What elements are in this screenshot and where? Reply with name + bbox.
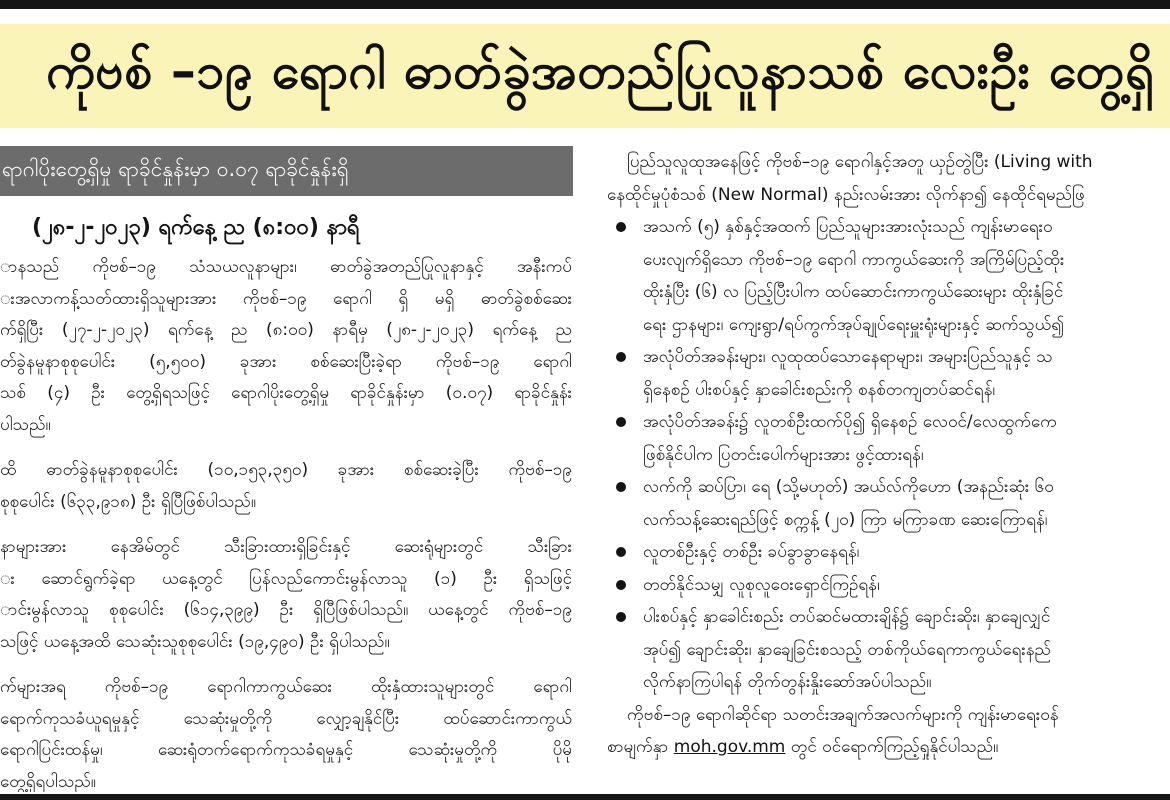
body-line-with-link [607, 731, 1170, 764]
body-line: ရေး ဌာနများ၊ ကျေးရွာ/ရပ်ကွက်အုပ်ချုပ်ရေးမှူးရုံးများနှင့် ဆက်သွယ်၍ [643, 314, 1064, 335]
bullet-dot-icon [616, 580, 626, 590]
body-line: က်များအရ ကိုဗစ်–၁၉ ရောဂါကာကွယ်ဆေး ထိုးနှံထားသူများတွင် ရောဂါ [0, 677, 572, 697]
left-column [0, 252, 572, 792]
guideline-bullet-ventilation [607, 406, 1170, 471]
body-line: စုစုပေါင်း (၆၃၃,၉၁၈) ဦး ရှိပြီဖြစ်ပါသည်။ [0, 491, 256, 512]
body-line: ရောဂါပြင်းထန်မှု၊ ဆေးရုံတက်ရောက်ကုသခံရမှုနှင့် သေဆုံးမှုတို့ကို ပိုမို [0, 740, 572, 760]
body-line: ရှိနေစဉ် ပါးစပ်နှင့် နှာခေါင်းစည်းကို စနစ်တကျတပ်ဆင်ရန်၊ [643, 379, 996, 400]
body-line: ကိုဗစ်–၁၉ ရောဂါဆိုင်ရာ သတင်းအချက်အလက်များကို ကျန်းမာရေးဝန် [627, 704, 1059, 725]
outro-suffix: တွင် ဝင်ရောက်ကြည့်ရှုနိုင်ပါသည်။ [785, 737, 999, 757]
paragraph-vaccine-effect [0, 672, 572, 792]
body-line: ရောက်ကုသခံယူရမှုနှင့် သေဆုံးမှုတို့ကို လျှော့ချနိုင်ပြီး ထပ်ဆောင်းကာကွယ် [0, 708, 572, 729]
body-line: အလုံပိတ်အခန်းများ၊ လူထုထပ်သောနေရာများ၊ အများပြည်သူနှင့် သ [643, 347, 1053, 367]
paragraph-cumulative-totals [0, 455, 572, 518]
body-line: အလုံပိတ်အခန်း၌ လူတစ်ဦးထက်ပို၍ ရှိနေစဉ် လေဝင်/လေထွက်ကေ [643, 412, 1057, 432]
bullet-dot-icon [616, 417, 626, 427]
guideline-bullet-handwash [607, 471, 1170, 536]
body-line: ပါးစပ်နှင့် နှာခေါင်းစည်း တပ်ဆင်မထားချိန်၌ ချောင်းဆိုး၊ နှာချေလျှင် [643, 607, 1051, 627]
body-line: ပါသည်။ [0, 414, 51, 435]
subheadline-bar [0, 146, 573, 196]
bullet-dot-icon [616, 547, 626, 557]
body-line: အုပ်၍ ချောင်းဆိုး၊ နှာချေခြင်းစသည့် တစ်ကိုယ်ရေကာကွယ်ရေးနည် [643, 639, 1051, 660]
guideline-bullet-mask [607, 341, 1170, 406]
guideline-bullet-vaccination [607, 211, 1170, 341]
body-line: နာများအား နေအိမ်တွင် သီးခြားထားရှိခြင်းနှင့် ဆေးရုံများတွင် သီးခြား [0, 537, 572, 557]
body-line: သဖြင့် ယနေ့အထိ သေဆုံးသူစုစုပေါင်း (၁၉,၄၉၀) ဦး ရှိပါသည်။ [0, 631, 390, 652]
body-line: တ်ခွဲနမူနာစုစုပေါင်း (၅,၅၀၀) ခုအား စစ်ဆေးပြီးခဲ့ရာ ကိုဗစ်–၁၉ ရောဂါ [0, 351, 572, 372]
body-line: း ဆောင်ရွက်ခဲ့ရာ ယနေ့တွင် ပြန်လည်ကောင်းမွန်လာသူ (၁) ဦး ရှိသဖြင့် [0, 568, 572, 589]
body-line: တွေ့ရှိရပါသည်။ [0, 771, 96, 792]
body-line: ပြည်သူလူထုအနေဖြင့် ကိုဗစ်–၁၉ ရောဂါနှင့်အတူ ယှဉ်တွဲပြီး (Living with [627, 152, 1093, 172]
intro-paragraph [607, 146, 1170, 211]
body-line: အသက် (၅) နှစ်နှင့်အထက် ပြည်သူများအားလုံးသည် ကျန်းမာရေးဝ [643, 217, 1053, 237]
dateline: (၂၈-၂-၂၀၂၃) ရက်နေ့ ည (၈:၀၀) နာရီ [32, 215, 360, 240]
ministry-website-link[interactable]: moh.gov.mm [673, 737, 786, 757]
body-line: တတ်နိုင်သမျှ လူစုလူဝေးရှောင်ကြဉ်ရန်၊ [643, 574, 880, 595]
body-line: ာနသည် ကိုဗစ်–၁၉ သံသယလူနာများ၊ ဓာတ်ခွဲအတည်ပြုလူနာနှင့် အနီးကပ် [0, 257, 572, 277]
body-line: ာင်းမွန်လာသူ စုစုပေါင်း (၆၁၄,၃၉၉) ဦး ရှိပြီဖြစ်ပါသည်။ ယနေ့တွင် ကိုဗစ်–၁၉ [0, 600, 572, 620]
paragraph-test-results [0, 252, 572, 441]
body-line: ပေးလျက်ရှိသော ကိုဗစ်–၁၉ ရောဂါ ကာကွယ်ဆေးကို အကြိမ်ပြည့်ထိုး [643, 249, 1065, 270]
bullet-dot-icon [616, 612, 626, 622]
body-line: လူတစ်ဦးနှင့် တစ်ဦး ခပ်ခွာခွာနေရန်၊ [643, 542, 860, 562]
body-line: က်ရှိပြီး (၂၇-၂-၂၀၂၃) ရက်နေ့ ည (၈:၀၀) နာရီမှ (၂၈-၂-၂၀၂၃) ရက်နေ့ ည [0, 320, 572, 340]
body-line: ဖြစ်နိုင်ပါက ပြတင်းပေါက်များအား ဖွင့်ထားရန်၊ [643, 444, 924, 465]
headline-banner [0, 24, 1170, 128]
guideline-bullet-crowds [607, 569, 1170, 602]
right-column [607, 146, 1170, 786]
bottom-border-rule [0, 794, 1170, 800]
subheadline-text: ရာဂါပိုးတွေ့ရှိမှု ရာခိုင်နှုန်းမှာ ၀.၀၇ ရာခိုင်နှုန်းရှိ [2, 156, 349, 181]
body-line: းအလာကန့်သတ်ထားရှိသူများအား ကိုဗစ်–၁၉ ရောဂါ ရှိ မရှိ ဓာတ်ခွဲစစ်ဆေး [0, 288, 572, 309]
headline-title: ကိုဗစ် –၁၉ ရောဂါ ဓာတ်ခွဲအတည်ပြုလူနာသစ် လေးဦး တွေ့ရှိ [45, 41, 1155, 100]
body-line: သစ် (၄) ဦး တွေ့ရှိရသဖြင့် ရောဂါပိုးတွေ့ရှိမှု ရာခိုင်နှုန်းမှာ (၀.၀၇) ရာခိုင်နှုန်း [0, 383, 572, 403]
body-line: လက်ကို ဆပ်ပြာ၊ ရေ (သို့မဟုတ်) အယ်လ်ကိုဟော (အနည်းဆုံး ၆၀ [643, 477, 1054, 497]
outro-paragraph [607, 699, 1170, 764]
bullet-dot-icon [616, 482, 626, 492]
body-line: လက်သန့်ဆေးရည်ဖြင့် စက္ကန့် (၂၀) ကြာ မကြာခဏ ဆေးကြောရန်၊ [643, 509, 1048, 530]
body-line: ထိ ဓာတ်ခွဲနမူနာစုစုပေါင်း (၁၀,၁၅၃,၃၅၀) ခုအား စစ်ဆေးခဲ့ပြီး ကိုဗစ်–၁၉ [0, 460, 572, 480]
top-border-rule [0, 0, 1170, 9]
bullet-dot-icon [616, 352, 626, 362]
body-line: လိုက်နာကြပါရန် တိုက်တွန်းနှိုးဆော်အပ်ပါသည်။ [643, 672, 932, 692]
paragraph-recoveries-deaths [0, 532, 572, 658]
guideline-bullet-cough-etiquette [607, 601, 1170, 699]
body-line: ထိုးနှံပြီး (၆) လ ပြည့်ပြီးပါက ထပ်ဆောင်းကာကွယ်ဆေးများ ထိုးနှံခြင် [643, 282, 1064, 302]
body-line: နေထိုင်မှုပုံစံသစ် (New Normal) နည်းလမ်းအား လိုက်နာ၍ နေထိုင်ရမည်ဖြ [607, 184, 1085, 205]
guideline-bullet-distancing [607, 536, 1170, 569]
bullet-dot-icon [616, 222, 626, 232]
outro-prefix: စာမျက်နှာ [607, 737, 674, 757]
